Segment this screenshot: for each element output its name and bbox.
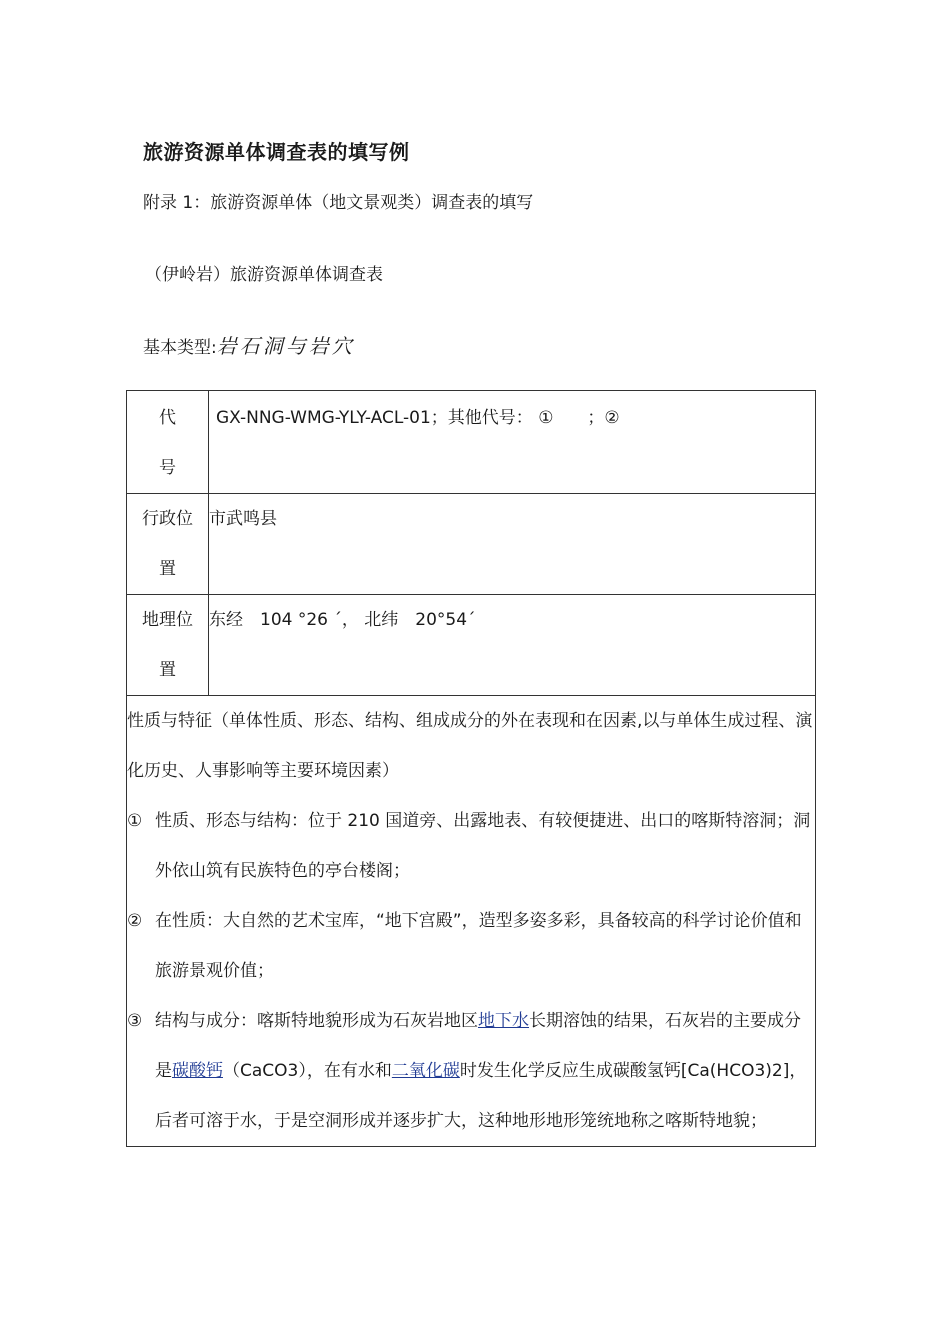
item-text: 性质、形态与结构：位于 210 国道旁、出露地表、有较便捷进、出口的喀斯特溶洞；洞外依山筑有民族特色的亭台楼阁； <box>155 811 811 881</box>
table-row <box>127 696 816 1147</box>
code-label-cell <box>127 391 209 494</box>
carbon-dioxide-link[interactable]: 二氧化碳 <box>391 1061 460 1081</box>
item-number: ① <box>127 811 143 831</box>
admin-label-cell <box>127 494 209 595</box>
groundwater-link[interactable]: 地下水 <box>478 1011 529 1031</box>
admin-value: 市武鸣县 <box>209 509 277 529</box>
basic-type-label: 基本类型: <box>143 338 217 358</box>
table-subtitle: （伊岭岩）旅游资源单体调查表 <box>145 265 383 285</box>
item-text-part: 长期溶蚀的结果，石灰岩的主要成分是 <box>155 1011 801 1081</box>
admin-value-cell <box>209 494 816 595</box>
code-value-cell <box>209 391 816 494</box>
list-item <box>127 996 815 1146</box>
survey-table <box>126 390 816 1147</box>
geo-value-cell <box>209 595 816 696</box>
basic-type-value: 岩石洞与岩穴 <box>216 334 355 358</box>
item-text <box>155 996 815 1146</box>
table-row <box>127 391 816 494</box>
calcium-carbonate-link[interactable]: 碳酸钙 <box>172 1061 223 1081</box>
code-value: GX-NNG-WMG-YLY-ACL-01；其他代号： ① ；② <box>216 408 620 428</box>
table-row <box>127 494 816 595</box>
page-title: 旅游资源单体调查表的填写例 <box>143 140 410 164</box>
item-number: ③ <box>127 1011 143 1031</box>
nature-cell <box>127 696 816 1147</box>
geo-label: 地理位置 <box>142 610 193 680</box>
list-item <box>127 796 815 896</box>
item-text-part: 结构与成分：喀斯特地貌形成为石灰岩地区 <box>155 1011 478 1031</box>
list-item <box>127 896 815 996</box>
geo-label-cell <box>127 595 209 696</box>
admin-label: 行政位置 <box>142 509 193 579</box>
appendix-heading: 附录 1：旅游资源单体（地文景观类）调查表的填写 <box>143 193 534 213</box>
item-text-part: （CaCO3），在有水和 <box>223 1061 392 1081</box>
item-number: ② <box>127 911 143 931</box>
item-text: 在性质：大自然的艺术宝库，“地下宫殿”，造型多姿多彩，具备较高的科学讨论价值和旅游景观价值； <box>155 911 802 981</box>
table-row <box>127 595 816 696</box>
code-label: 代号 <box>159 408 176 478</box>
geo-value: 东经 104 °26 ´， 北纬 20°54´ <box>209 610 476 630</box>
item-text-part: 时发生化学反应生成碳酸氢钙[Ca(HCO3)2]，后者可溶于水，于是空洞形成并逐步扩大，这种地形地形笼统地称之喀斯特地貌； <box>155 1061 807 1131</box>
basic-type-line <box>143 330 355 359</box>
nature-heading: 性质与特征（单体性质、形态、结构、组成成分的外在表现和在因素,以与单体生成过程、演化历史、人事影响等主要环境因素） <box>127 711 813 781</box>
